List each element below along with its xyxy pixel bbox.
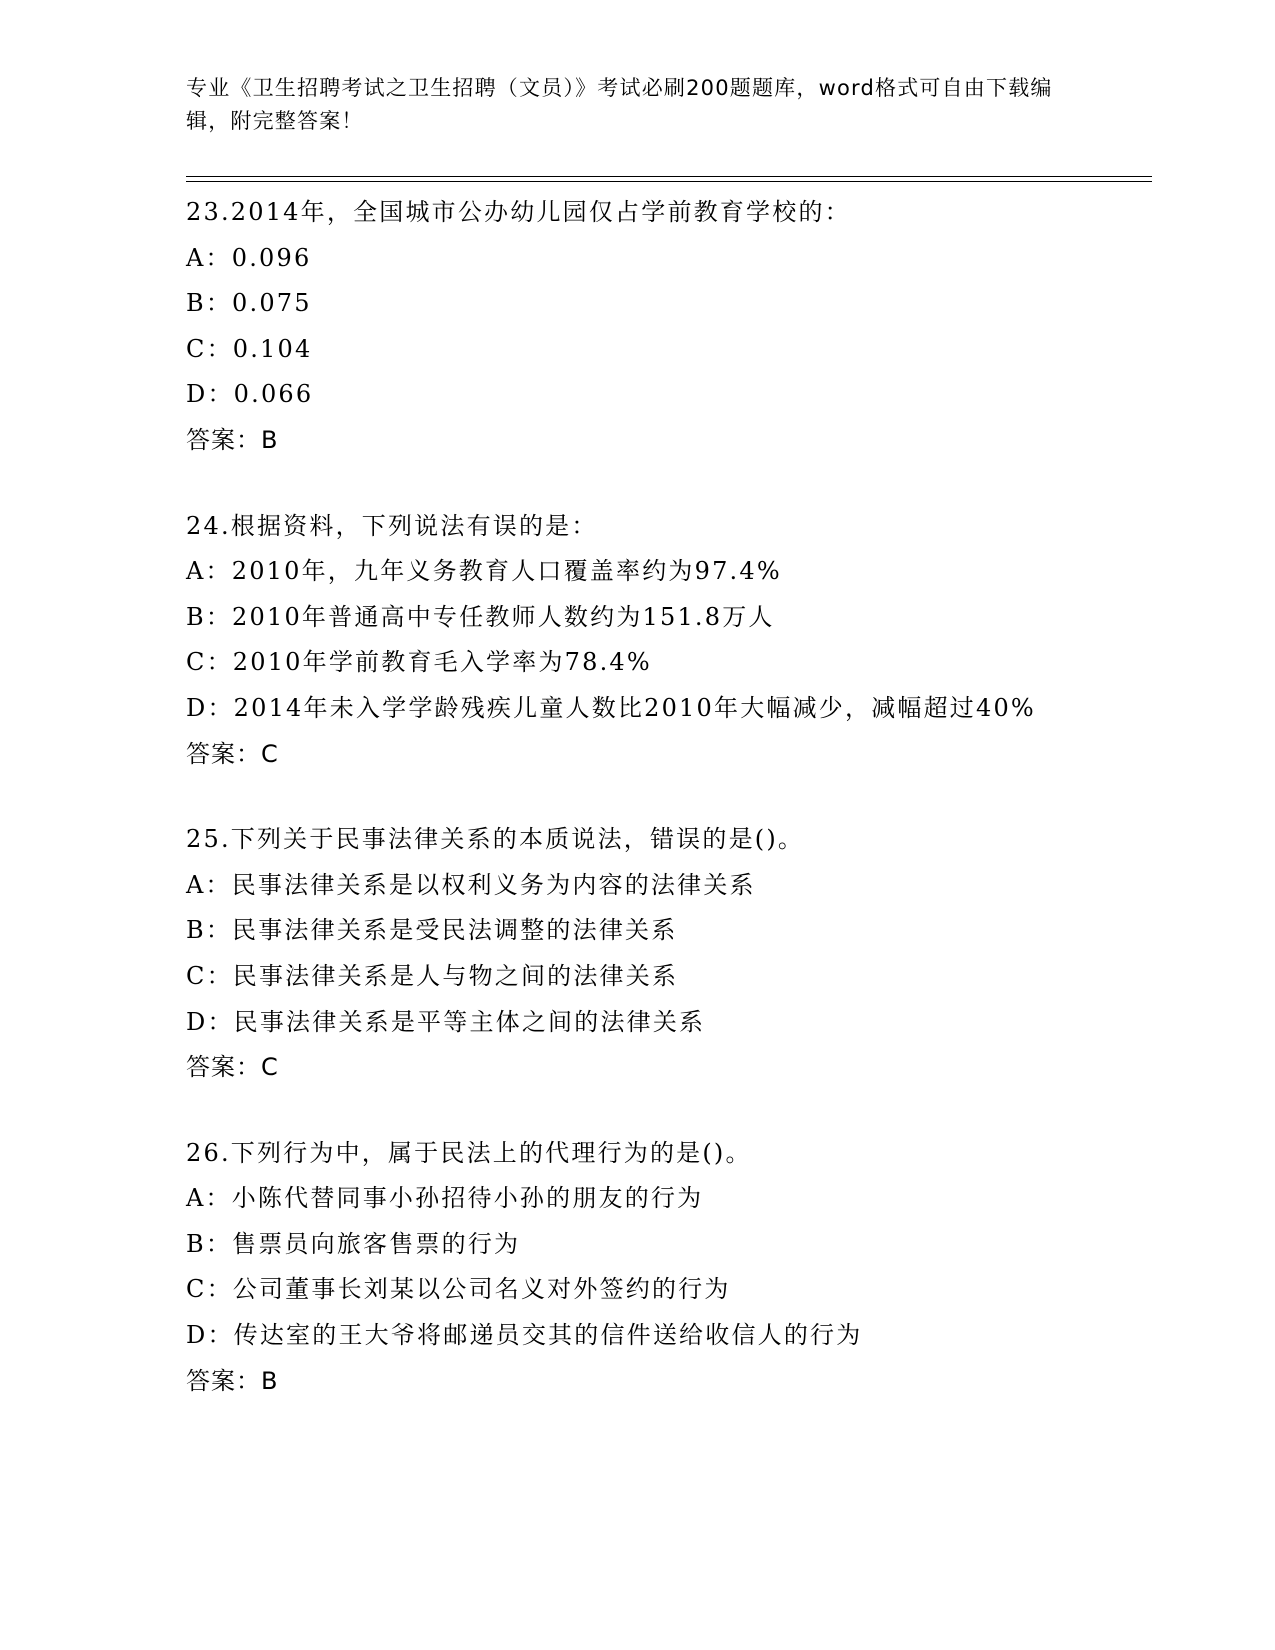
option-a: A：0.096 <box>186 243 312 272</box>
question-stem: 26.下列行为中，属于民法上的代理行为的是()。 <box>186 1138 752 1167</box>
question-stem: 23.2014年，全国城市公办幼儿园仅占学前教育学校的： <box>186 198 851 226</box>
option-d: D：0.066 <box>186 380 314 409</box>
question-26 <box>186 1131 1066 1405</box>
option-d: D：2014年未入学学龄残疾儿童人数比2010年大幅减少，减幅超过40% <box>186 693 1036 722</box>
option-d: D：传达室的王大爷将邮递员交其的信件送给收信人的行为 <box>186 1321 863 1350</box>
option-a: A：小陈代替同事小孙招待小孙的朋友的行为 <box>186 1184 704 1213</box>
option-b: B：2010年普通高中专任教师人数约为151.8万人 <box>186 602 775 631</box>
option-c: C：0.104 <box>186 334 313 363</box>
document-header: 专业《卫生招聘考试之卫生招聘（文员）》考试必刷200题题库，word格式可自由下载编辑，附完整答案！ <box>186 76 1053 133</box>
option-b: B：0.075 <box>186 289 312 318</box>
answer: 答案：C <box>186 1053 279 1082</box>
option-d: D：民事法律关系是平等主体之间的法律关系 <box>186 1007 706 1036</box>
option-c: C：公司董事长刘某以公司名义对外签约的行为 <box>186 1275 731 1304</box>
answer: 答案：B <box>186 1366 279 1395</box>
option-c: C：2010年学前教育毛入学率为78.4% <box>186 648 652 677</box>
header-divider-top <box>186 176 1152 177</box>
answer: 答案：B <box>186 425 279 454</box>
question-stem: 25.下列关于民事法律关系的本质说法，错误的是()。 <box>186 825 805 854</box>
option-c: C：民事法律关系是人与物之间的法律关系 <box>186 961 679 990</box>
question-24 <box>186 504 1066 778</box>
option-b: B：民事法律关系是受民法调整的法律关系 <box>186 916 678 945</box>
question-stem: 24.根据资料，下列说法有误的是： <box>186 511 598 540</box>
option-a: A：2010年，九年义务教育人口覆盖率约为97.4% <box>186 557 782 586</box>
question-25 <box>186 817 1066 1091</box>
option-a: A：民事法律关系是以权利义务为内容的法律关系 <box>186 870 756 899</box>
header-divider-bottom <box>186 181 1152 182</box>
question-list <box>186 190 1066 1444</box>
answer: 答案：C <box>186 739 279 768</box>
option-b: B：售票员向旅客售票的行为 <box>186 1229 521 1258</box>
question-23 <box>186 190 1066 464</box>
